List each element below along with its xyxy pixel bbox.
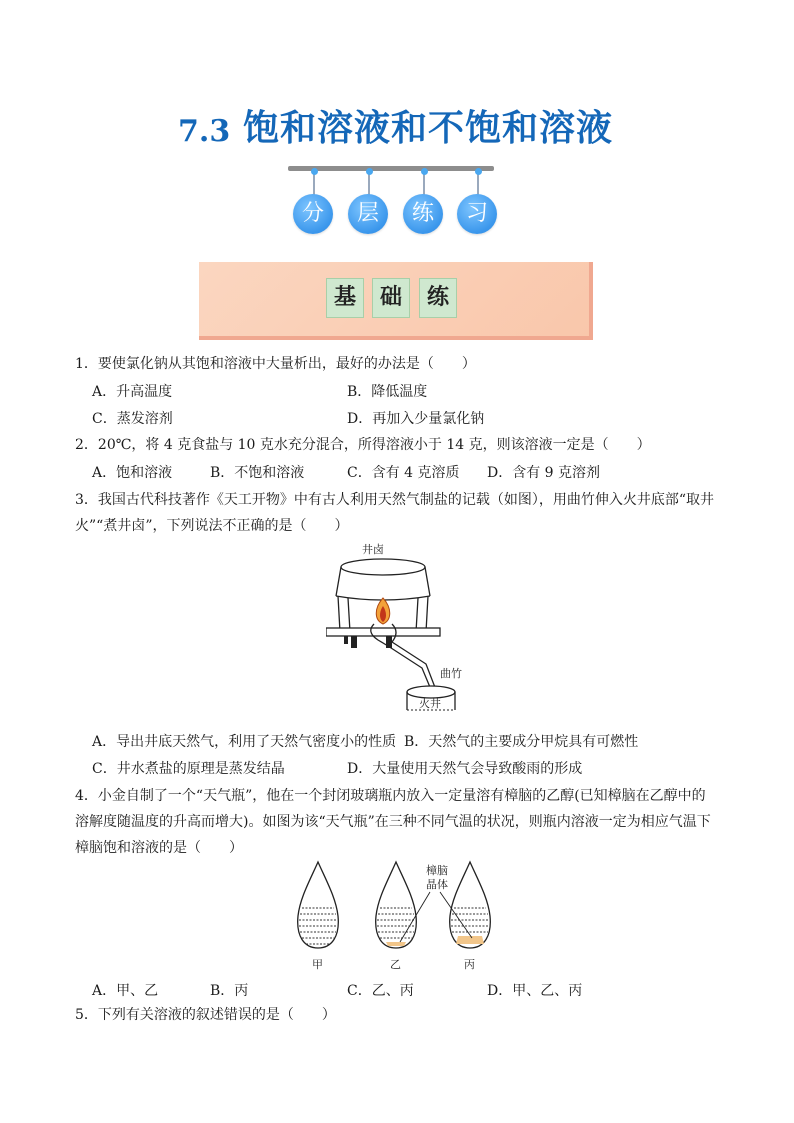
q4-option-a: A．甲、乙 [92, 983, 159, 999]
section-banner [199, 262, 593, 340]
label-huojing: 火井 [419, 697, 441, 710]
label-jia: 甲 [312, 958, 323, 971]
question-1: 1．要使氯化钠从其饱和溶液中大量析出，最好的办法是（ ） [75, 356, 476, 372]
q2-option-d: D．含有 9 克溶剂 [487, 465, 601, 481]
page-title: 饱和溶液和不饱和溶液 [243, 108, 614, 149]
label-jinglu: 井卤 [362, 543, 384, 556]
hanger-dot [475, 168, 482, 175]
label-bing: 丙 [464, 958, 475, 971]
q4-option-d: D．甲、乙、丙 [487, 983, 583, 999]
banner-char-chu: 础 [372, 278, 410, 318]
q3-option-a: A．导出井底天然气，利用了天然气密度小的性质 [92, 734, 397, 750]
question-2: 2．20℃，将 4 克食盐与 10 克水充分混合，所得溶液小于 14 克，则该溶液一定是（ ） [75, 437, 651, 453]
q4-option-c: C．乙、丙 [347, 983, 414, 999]
banner-char-ji: 基 [326, 278, 364, 318]
title-block [0, 98, 794, 158]
q2-option-b: B．不饱和溶液 [210, 465, 305, 481]
q1-option-c: C．蒸发溶剂 [92, 411, 173, 427]
q2-option-a: A．饱和溶液 [92, 465, 173, 481]
badge-fen: 分 [293, 194, 333, 234]
section-number: 7.3 [178, 114, 231, 149]
label-jingti: 晶体 [426, 878, 448, 891]
q3-option-d: D．大量使用天然气会导致酸雨的形成 [347, 761, 583, 777]
badge-xi: 习 [457, 194, 497, 234]
badge-ceng: 层 [348, 194, 388, 234]
label-zhangnao: 樟脑 [426, 864, 448, 877]
fire-well-figure [326, 540, 476, 720]
q1-option-d: D．再加入少量氯化钠 [347, 411, 485, 427]
question-3: 3．我国古代科技著作《天工开物》中有古人利用天然气制盐的记载（如图），用曲竹伸入火井底部“取井火”“煮井卤”，下列说法不正确的是（ ） [75, 492, 715, 534]
label-quzhu: 曲竹 [440, 667, 462, 680]
weather-bottles-figure [290, 858, 510, 974]
q4-option-b: B．丙 [210, 983, 249, 999]
hanger-bar [288, 166, 494, 171]
q1-option-a: A．升高温度 [92, 384, 173, 400]
q3-option-c: C．井水煮盐的原理是蒸发结晶 [92, 761, 285, 777]
q1-option-b: B．降低温度 [347, 384, 428, 400]
banner-char-lian: 练 [419, 278, 457, 318]
question-4: 4．小金自制了一个“天气瓶”，他在一个封闭玻璃瓶内放入一定量溶有樟脑的乙醇(已知樟脑在乙醇中的溶解度随温度的升高而增大)。如图为该“天气瓶”在三种不同气温的状况，则瓶内溶液一定为相应气温下樟脑饱和溶液的是（ ） [75, 788, 711, 856]
hanger-dot [311, 168, 318, 175]
hanger-dot [366, 168, 373, 175]
q2-option-c: C．含有 4 克溶质 [347, 465, 460, 481]
question-5: 5．下列有关溶液的叙述错误的是（ ） [75, 1007, 336, 1023]
q3-option-b: B．天然气的主要成分甲烷具有可燃性 [404, 734, 639, 750]
hanger-dot [421, 168, 428, 175]
badge-lian: 练 [403, 194, 443, 234]
label-yi: 乙 [390, 958, 401, 971]
